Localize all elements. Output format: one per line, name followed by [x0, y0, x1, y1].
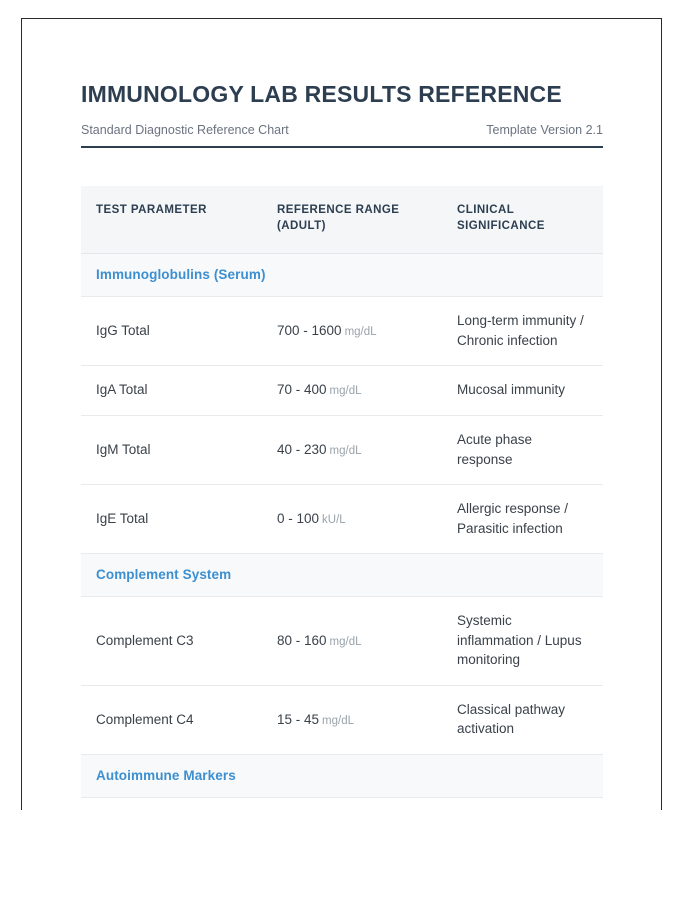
cell-clinical-significance: Long-term immunity / Chronic infection [443, 297, 603, 366]
column-header-line1: TEST PARAMETER [96, 204, 207, 217]
range-value: 0 - 100 [277, 510, 320, 526]
section-title: Immunoglobulins (Serum) [81, 254, 603, 297]
section-title: Autoimmune Markers [81, 755, 603, 798]
cell-test-parameter: IgG Total [81, 297, 263, 366]
column-header-test-parameter [81, 186, 263, 253]
header-divider [81, 146, 603, 148]
column-header-line2: (ADULT) [277, 220, 326, 233]
table-header [81, 186, 603, 253]
cell-reference-range [263, 597, 443, 686]
document-subtitle: Standard Diagnostic Reference Chart [81, 123, 289, 138]
table-body [81, 254, 603, 798]
cell-test-parameter: IgE Total [81, 485, 263, 554]
column-header-clinical-significance [443, 186, 603, 253]
table-section-header [81, 254, 603, 297]
table-header-row [81, 186, 603, 253]
reference-table [81, 186, 603, 798]
cell-clinical-significance: Systemic inflammation / Lupus monitoring [443, 597, 603, 686]
table-row [81, 297, 603, 366]
table-row [81, 597, 603, 686]
range-unit: mg/dL [322, 714, 354, 727]
cell-reference-range [263, 485, 443, 554]
table-row [81, 685, 603, 754]
cell-test-parameter: Complement C4 [81, 685, 263, 754]
document-subtitle-row [81, 123, 603, 146]
cell-test-parameter: IgA Total [81, 366, 263, 416]
cell-reference-range [263, 685, 443, 754]
column-header-line1: REFERENCE RANGE [277, 204, 400, 217]
cell-clinical-significance: Acute phase response [443, 415, 603, 484]
range-value: 700 - 1600 [277, 322, 342, 338]
cell-reference-range [263, 297, 443, 366]
range-value: 40 - 230 [277, 441, 327, 457]
cell-test-parameter: Complement C3 [81, 597, 263, 686]
range-unit: mg/dL [329, 635, 362, 648]
range-unit: mg/dL [344, 325, 377, 338]
range-unit: kU/L [322, 513, 346, 526]
cell-reference-range [263, 415, 443, 484]
cell-reference-range [263, 366, 443, 416]
template-version: Template Version 2.1 [486, 123, 603, 138]
range-value: 15 - 45 [277, 711, 320, 727]
document-page [21, 18, 662, 810]
table-row [81, 366, 603, 416]
section-title: Complement System [81, 554, 603, 597]
range-unit: mg/dL [329, 385, 362, 398]
table-section-header [81, 755, 603, 798]
table-row [81, 415, 603, 484]
range-value: 80 - 160 [277, 632, 327, 648]
cell-clinical-significance: Allergic response / Parasitic infection [443, 485, 603, 554]
column-header-line2: SIGNIFICANCE [457, 220, 545, 233]
document-content [81, 81, 603, 798]
cell-test-parameter: IgM Total [81, 415, 263, 484]
cell-clinical-significance: Classical pathway activation [443, 685, 603, 754]
range-unit: mg/dL [329, 444, 362, 457]
table-section-header [81, 554, 603, 597]
column-header-reference-range [263, 186, 443, 253]
page-title: IMMUNOLOGY LAB RESULTS REFERENCE [81, 81, 562, 107]
cell-clinical-significance: Mucosal immunity [443, 366, 603, 416]
table-row [81, 485, 603, 554]
column-header-line1: CLINICAL [457, 204, 515, 217]
range-value: 70 - 400 [277, 382, 327, 398]
